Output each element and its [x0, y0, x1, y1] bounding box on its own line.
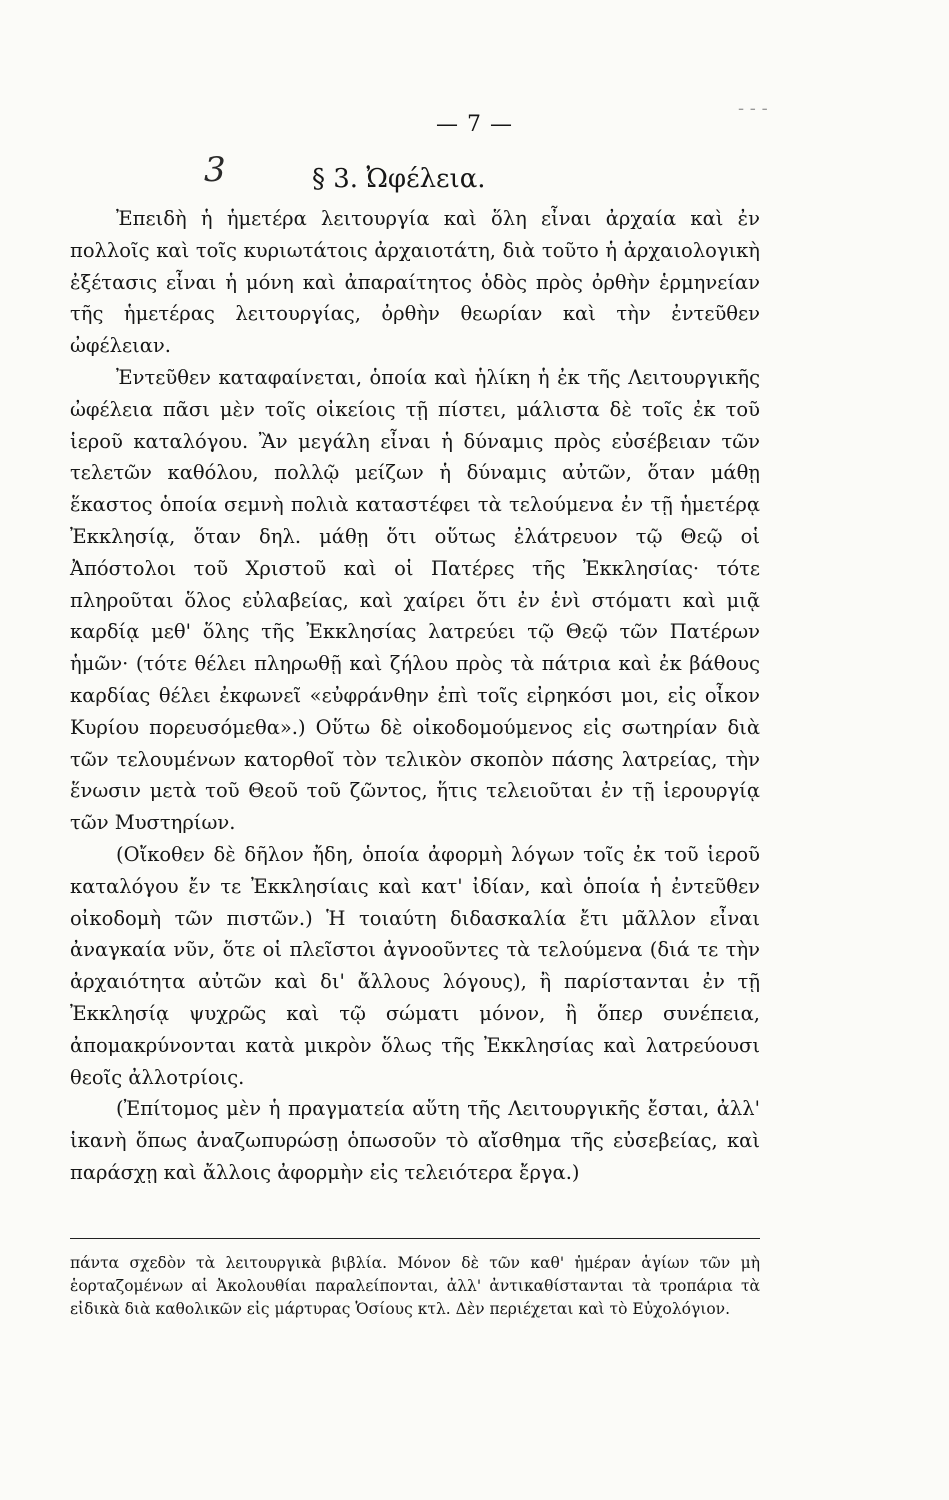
paragraph: Ἐντεῦθεν καταφαίνεται, ὁποία καὶ ἡλίκη ἡ ἐκ τῆς Λειτουργικῆς ὠφέλεια πᾶσι μὲν τοῖς οἰκείοις τῇ πίστει, μάλιστα δὲ τοῖς ἐκ τοῦ ἱεροῦ καταλόγου. Ἂν μεγάλη εἶναι ἡ δύναμις πρὸς εὐσέβειαν τῶν τελετῶν καθόλου, πολλῷ μείζων ἡ δύναμις αὐτῶν, ὅταν μάθῃ ἕκαστος ὁποία σεμνὴ πολιὰ καταστέφει τὰ τελούμενα ἐν τῇ ἡμετέρᾳ Ἐκκλησίᾳ, ὅταν δηλ. μάθῃ ὅτι οὕτως ἐλάτρευον τῷ Θεῷ οἱ Ἀπόστολοι τοῦ Χριστοῦ καὶ οἱ Πατέρες τῆς Ἐκκλησίας· τότε πληροῦται ὅλος εὐλαβείας, καὶ χαίρει ὅτι ἐν ἑνὶ στόματι καὶ μιᾷ καρδίᾳ μεθ' ὅλης τῆς Ἐκκλησίας λατρεύει τῷ Θεῷ τῶν Πατέρων ἡμῶν· (τότε θέλει πληρωθῇ καὶ ζήλου πρὸς τὰ πάτρια καὶ ἐκ βάθους καρδίας θέλει ἐκφωνεῖ «εὐφράνθην ἐπὶ τοῖς εἰρηκόσι μοι, εἰς οἶκον Κυρίου πορευσόμεθα».) Οὕτω δὲ οἰκοδομούμενος εἰς σωτηρίαν διὰ τῶν τελουμένων κατορθοῖ τὸν τελικὸν σκοπὸν πάσης λατρείας, τὴν ἕνωσιν μετὰ τοῦ Θεοῦ τοῦ ζῶντος, ἥτις τελειοῦται ἐν τῇ ἱερουργίᾳ τῶν Μυστηρίων.: [70, 365, 760, 835]
section-heading: § 3. Ὠφέλεια.: [312, 164, 486, 194]
paragraph: (Οἴκοθεν δὲ δῆλον ἤδη, ὁποία ἀφορμὴ λόγων τοῖς ἐκ τοῦ ἱεροῦ καταλόγου ἔν τε Ἐκκλησίαις καὶ κατ' ἰδίαν, καὶ ὁποία ἡ ἐντεῦθεν οἰκοδομὴ τῶν πιστῶν.) Ἡ τοιαύτη διδασκαλία ἔτι μᾶλλον εἶναι ἀναγκαία νῦν, ὅτε οἱ πλεῖστοι ἀγνοοῦντες τὰ τελούμενα (διά τε τὴν ἀρχαιότητα αὐτῶν καὶ δι' ἄλλους λόγους), ἢ παρίστανται ἐν τῇ Ἐκκλησίᾳ ψυχρῶς καὶ τῷ σώματι μόνον, ἢ ὅπερ συνέπεια, ἀπομακρύνονται κατὰ μικρὸν ὅλως τῆς Ἐκκλησίας καὶ λατρεύουσι θεοῖς ἀλλοτρίοις.: [70, 842, 760, 1089]
body-text: [70, 203, 760, 1189]
paragraph: Ἐπειδὴ ἡ ἡμετέρα λειτουργία καὶ ὅλη εἶναι ἀρχαία καὶ ἐν πολλοῖς καὶ τοῖς κυριωτάτοις ἀρχαιοτάτη, διὰ τοῦτο ἡ ἀρχαιολογικὴ ἐξέτασις εἶναι ἡ μόνη καὶ ἀπαραίτητος ὁδὸς πρὸς ὀρθὴν ἑρμηνείαν τῆς ἡμετέρας λειτουργίας, ὀρθὴν θεωρίαν καὶ τὴν ἐντεῦθεν ὠφέλειαν.: [70, 207, 760, 358]
footnote: πάντα σχεδὸν τὰ λειτουργικὰ βιβλία. Μόνον δὲ τῶν καθ' ἡμέραν ἁγίων τῶν μὴ ἑορταζομένων αἱ Ἀκολουθίαι παραλείπονται, ἀλλ' ἀντικαθίστανται τὰ τροπάρια τὰ εἰδικὰ διὰ καθολικῶν εἰς μάρτυρας Ὁσίους κτλ. Δὲν περιέχεται καὶ τὸ Εὐχολόγιον.: [70, 1254, 760, 1318]
paragraph: (Ἐπίτομος μὲν ἡ πραγματεία αὕτη τῆς Λειτουργικῆς ἔσται, ἀλλ' ἱκανὴ ὅπως ἀναζωπυρώσῃ ὁπωσοῦν τὸ αἴσθημα τῆς εὐσεβείας, καὶ παράσχῃ καὶ ἄλλοις ἀφορμὴν εἰς τελειότερα ἔργα.): [70, 1097, 760, 1184]
footnote-rule: [70, 1238, 760, 1239]
page-number: — 7 —: [436, 112, 513, 137]
handwritten-mark: 3: [204, 150, 226, 190]
corner-mark: ‐ ‐ ‐: [738, 98, 768, 119]
